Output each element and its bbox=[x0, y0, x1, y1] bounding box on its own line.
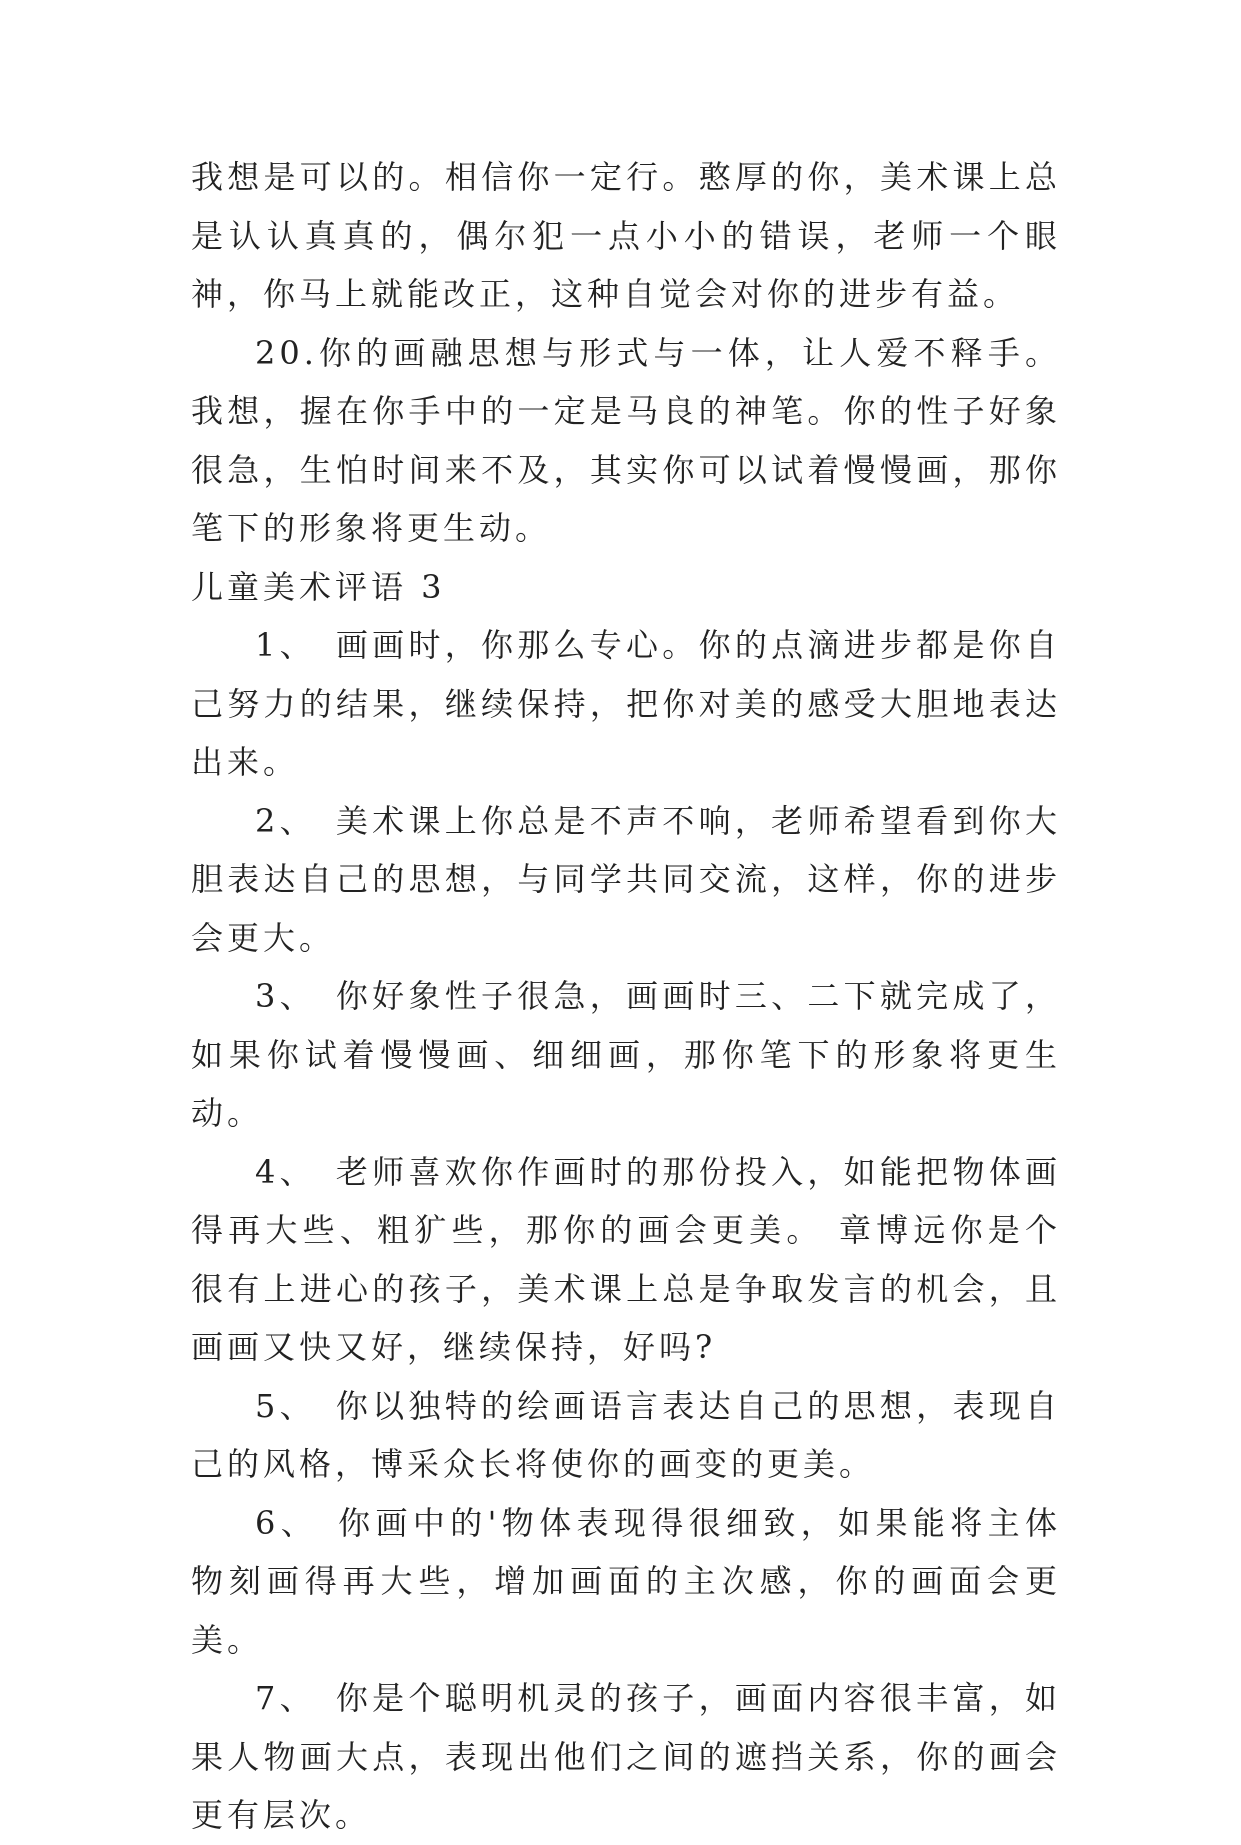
comment-item-20: 20.你的画融思想与形式与一体，让人爱不释手。我想，握在你手中的一定是马良的神笔。你的性子好象很急，生怕时间来不及，其实你可以试着慢慢画，那你笔下的形象将更生动。 bbox=[191, 333, 1061, 547]
comment-item-4 bbox=[191, 1143, 1061, 1377]
item-text: 你以独特的绘画语言表达自己的思想，表现自己的风格，博采众长将使你的画变的更美。 bbox=[191, 1386, 1061, 1483]
comment-item-6 bbox=[191, 1494, 1061, 1670]
item-text: 美术课上你总是不声不响，老师希望看到你大胆表达自己的思想，与同学共同交流，这样，你的进步会更大。 bbox=[191, 801, 1061, 957]
item-number: 5、 bbox=[255, 1386, 316, 1425]
item-text: 你是个聪明机灵的孩子，画面内容很丰富，如果人物画大点，表现出他们之间的遮挡关系，你的画会更有层次。 bbox=[191, 1679, 1061, 1834]
comment-item-5 bbox=[191, 1377, 1061, 1494]
continuation-paragraph: 我想是可以的。相信你一定行。憨厚的你，美术课上总是认认真真的，偶尔犯一点小小的错误，老师一个眼神，你马上就能改正，这种自觉会对你的进步有益。 bbox=[191, 158, 1061, 313]
comment-item-1 bbox=[191, 616, 1061, 792]
document-body bbox=[191, 148, 1061, 1845]
item-text: 你画中的'物体表现得很细致，如果能将主体物刻画得再大些，增加画面的主次感，你的画面会更美。 bbox=[191, 1503, 1061, 1659]
item-text: 老师喜欢你作画时的那份投入，如能把物体画得再大些、粗犷些，那你的画会更美。 章博远你是个很有上进心的孩子，美术课上总是争取发言的机会，且画画又快又好，继续保持，好吗? bbox=[191, 1152, 1061, 1366]
section-heading: 儿童美术评语 3 bbox=[191, 567, 446, 606]
comment-item-2 bbox=[191, 792, 1061, 968]
item-number: 1、 bbox=[255, 626, 316, 664]
item-number: 7、 bbox=[255, 1679, 316, 1717]
item-number: 3、 bbox=[255, 977, 316, 1015]
item-text: 你好象性子很急，画画时三、二下就完成了，如果你试着慢慢画、细细画，那你笔下的形象将更生动。 bbox=[191, 977, 1061, 1132]
comment-item-3 bbox=[191, 967, 1061, 1143]
item-number: 4、 bbox=[255, 1152, 316, 1191]
item-number: 2、 bbox=[255, 801, 316, 840]
item-number: 6、 bbox=[255, 1503, 319, 1542]
comment-item-7 bbox=[191, 1669, 1061, 1845]
item-text: 画画时，你那么专心。你的点滴进步都是你自己努力的结果，继续保持，把你对美的感受大胆地表达出来。 bbox=[191, 626, 1061, 781]
